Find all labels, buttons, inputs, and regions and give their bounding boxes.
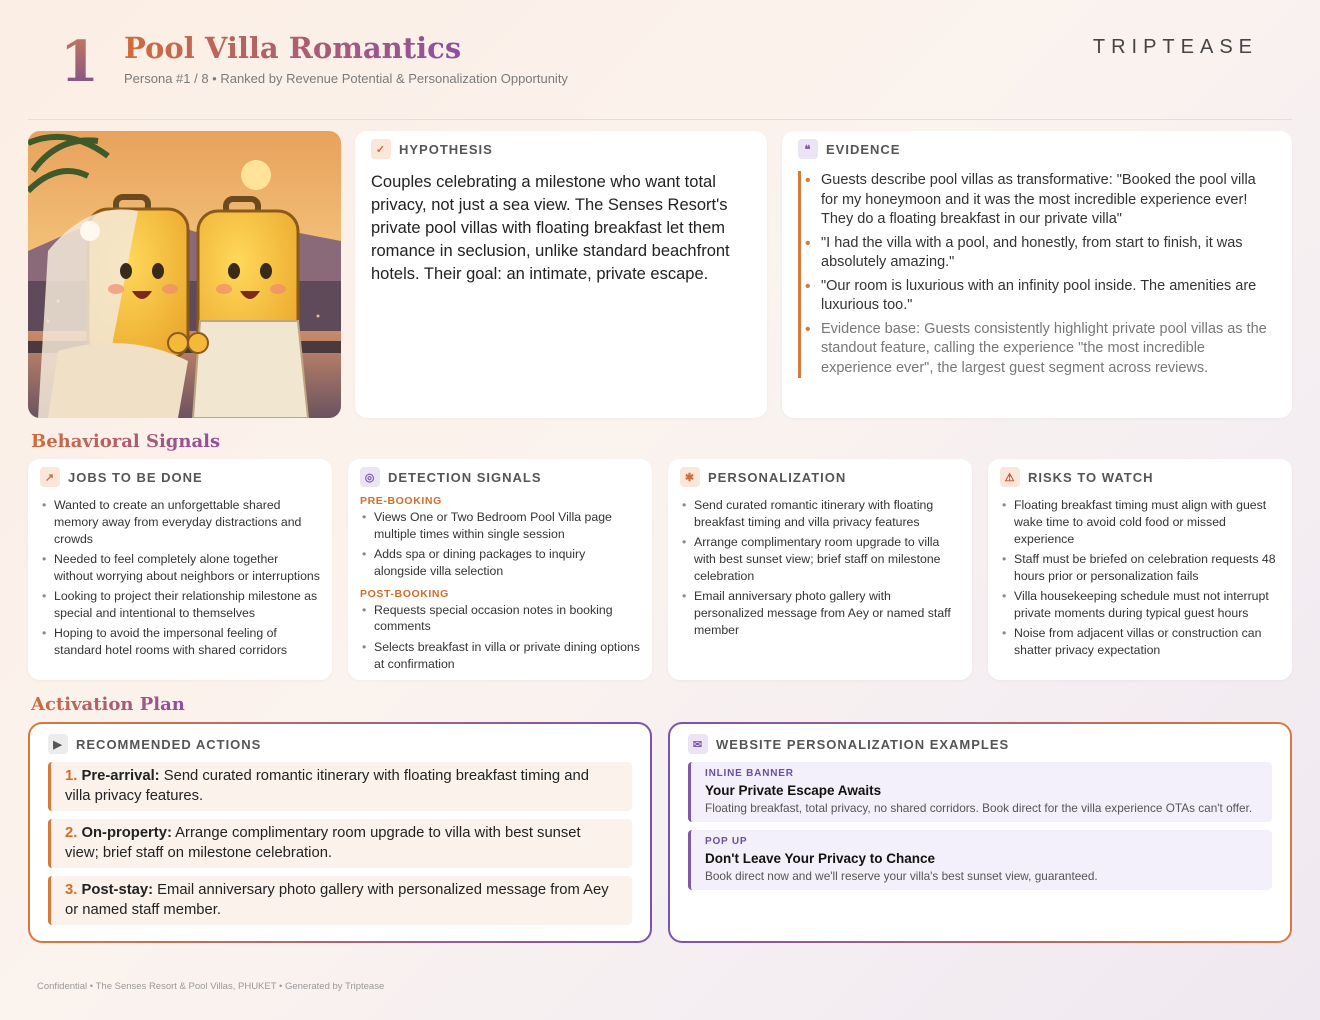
hypothesis-text: Couples celebrating a milestone who want total privacy, not just a sea view. The Senses Resort's private pool villas with floating breakfast let them romance in seclusion, unlike standard beachfront hotels. Their goal: an intimate, private escape. [371,173,730,283]
action-number: 3. [65,882,78,898]
risks-heading: RISKS TO WATCH [1028,469,1154,485]
example-headline: Your Private Escape Awaits [705,783,882,798]
example-body: Book direct now and we'll reserve your villa's best sunset view, guaranteed. [705,869,1098,883]
evidence-item: • Guests describe pool villas as transformative: "Booked the pool villa for my honeymoon and it was the most incredible experience ever! They do a floating breakfast in our private villa" [821,171,1276,230]
pre-booking-label: PRE-BOOKING [360,495,442,507]
post-booking-label: POST-BOOKING [360,587,449,600]
recommended-actions-card [28,722,652,943]
page-header [0,0,1320,120]
list-item: • Adds spa or dining packages to inquiry alongside villa selection [360,546,640,580]
personalization-card [668,459,972,680]
action-label: On-property: [81,825,172,841]
list-item: • Views One or Two Bedroom Pool Villa page multiple times within single session [360,509,640,543]
warning-icon: ⚠ [1000,467,1020,487]
page-title: Pool Villa Romantics [124,31,462,65]
detection-header [360,467,640,487]
list-item: • Needed to feel completely alone together without worrying about neighbors or interruptions [40,551,320,585]
evidence-header [798,139,1276,159]
example-body: Floating breakfast, total privacy, no shared corridors. Book direct for the villa experience OTAs can't offer. [705,801,1253,815]
list-item: • Staff must be briefed on celebration requests 48 hours prior or personalization fails [1000,551,1280,585]
action-label: Post-stay: [81,882,154,898]
action-item-post-stay [48,876,632,925]
play-icon: ▶ [48,734,68,754]
list-item: • Send curated romantic itinerary with floating breakfast timing and villa privacy features [680,497,960,531]
suitcase-couple-image [28,131,341,418]
list-item: • Requests special occasion notes in booking comments [360,602,640,636]
post-booking-list [360,602,640,673]
envelope-icon: ✉ [688,734,708,754]
pop-up-example [688,830,1272,890]
evidence-item: • "Our room is luxurious with an infinity pool inside. The amenities are luxurious too." [821,277,1276,316]
personalization-list [680,497,960,638]
list-item: • Hoping to avoid the impersonal feeling of standard hotel rooms with shared corridors [40,625,320,659]
action-number: 2. [65,825,78,841]
example-headline: Don't Leave Your Privacy to Chance [705,851,936,866]
header-divider [28,119,1292,120]
arrow-up-right-icon: ↗ [40,467,60,487]
jobs-heading: JOBS TO BE DONE [68,469,203,485]
website-header [688,734,1272,754]
sparkle-icon: ✱ [680,467,700,487]
action-item-pre-arrival [48,762,632,811]
evidence-heading: EVIDENCE [826,141,901,157]
website-heading: WEBSITE PERSONALIZATION EXAMPLES [716,736,1010,752]
inline-banner-example [688,762,1272,822]
persona-illustration [28,131,341,418]
list-item: • Noise from adjacent villas or construction can shatter privacy expectation [1000,625,1280,659]
personalization-heading: PERSONALIZATION [708,469,847,485]
page-subtitle: Persona #1 / 8 • Ranked by Revenue Potential & Personalization Opportunity [124,71,568,86]
evidence-item: • "I had the villa with a pool, and honestly, from start to finish, it was absolutely amazing." [821,234,1276,273]
personalization-header [680,467,960,487]
risks-list [1000,497,1280,659]
example-tag: POP UP [705,836,748,847]
action-label: Pre-arrival: [81,768,160,784]
website-personalization-card [668,722,1292,943]
recommended-header [48,734,632,754]
jobs-header [40,467,320,487]
quote-icon: ❝ [798,139,818,159]
activation-plan-title: Activation Plan [31,694,185,715]
risks-header [1000,467,1280,487]
action-item-on-property [48,819,632,868]
detection-signals-card [348,459,652,680]
risks-card [988,459,1292,680]
action-text: Email anniversary photo gallery with personalized message from Aey or named staff member. [65,882,609,918]
list-item: • Email anniversary photo gallery with personalized message from Aey or named staff member [680,588,960,638]
jobs-list [40,497,320,659]
radar-icon: ◎ [360,467,380,487]
action-text: Send curated romantic itinerary with floating breakfast timing and villa privacy features. [65,768,589,804]
evidence-list [798,171,1276,378]
brand-logo: TRIPTEASE [1092,36,1258,58]
evidence-card [782,131,1292,418]
hypothesis-header [371,139,751,159]
list-item: • Villa housekeeping schedule must not interrupt private moments during typical guest hours [1000,588,1280,622]
evidence-base: • Evidence base: Guests consistently highlight private pool villas as the standout feature, calling the experience "the most incredible experience ever", the largest guest segment across reviews. [821,320,1276,379]
persona-number: 1 [60,29,99,95]
hypothesis-card [355,131,767,418]
behavioral-signals-title: Behavioral Signals [31,431,221,452]
example-tag: INLINE BANNER [705,768,794,779]
list-item: • Floating breakfast timing must align with guest wake time to avoid cold food or missed experience [1000,497,1280,547]
list-item: • Looking to project their relationship milestone as special and intentional to themselves [40,588,320,622]
check-icon: ✓ [371,139,391,159]
detection-heading: DETECTION SIGNALS [388,469,542,485]
jobs-to-be-done-card [28,459,332,680]
list-item: • Wanted to create an unforgettable shared memory away from everyday distractions and crowds [40,497,320,547]
action-number: 1. [65,768,78,784]
page-footer: Confidential • The Senses Resort & Pool Villas, PHUKET • Generated by Triptease [37,981,385,992]
pre-booking-list [360,509,640,580]
action-text: Arrange complimentary room upgrade to villa with best sunset view; brief staff on milestone celebration. [65,825,581,861]
hypothesis-heading: HYPOTHESIS [399,141,493,157]
list-item: • Selects breakfast in villa or private dining options at confirmation [360,639,640,673]
recommended-heading: RECOMMENDED ACTIONS [76,736,262,752]
list-item: • Arrange complimentary room upgrade to villa with best sunset view; brief staff on milestone celebration [680,534,960,584]
